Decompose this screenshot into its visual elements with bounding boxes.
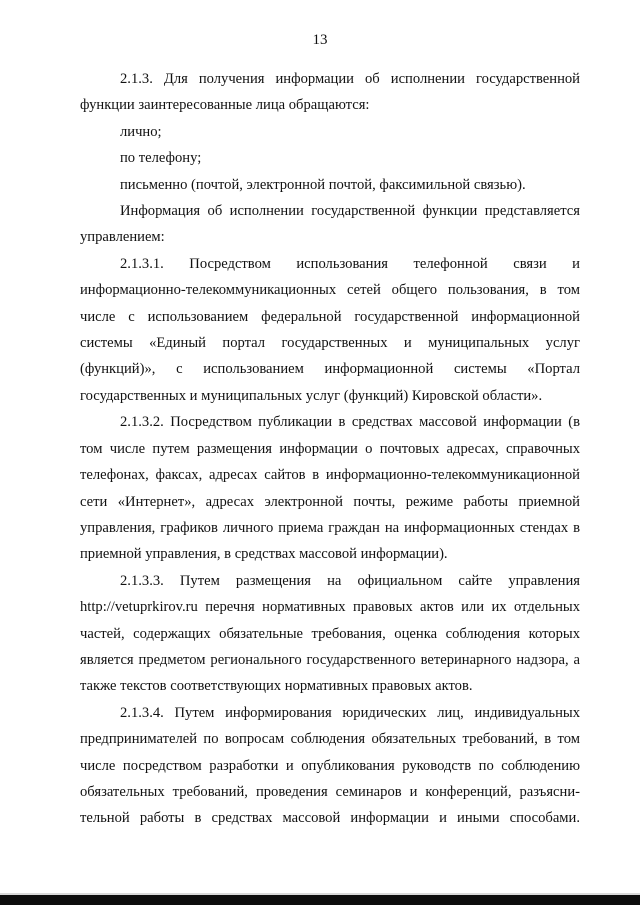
paragraph-2-1-3-1: 2.1.3.1. Посредством использования телефонной связи и информационно-телекоммуникационных сетей общего пользования, в том числе с использованием федеральной государственной информационной системы «Единый портал государственных и муниципальных услуг (функций)», с использованием информационной системы «Портал государственных и муниципальных услуг (функций) Кировской области».: [80, 255, 580, 404]
page-number: 13: [312, 32, 328, 48]
document-text: [80, 66, 580, 832]
paragraph-information-provided: Информация об исполнении государственной функции представляется управлением:: [80, 203, 580, 246]
paragraph-2-1-3-3: 2.1.3.3. Путем размещения на официальном сайте управления http://vetuprkirov.ru перечня нормативных правовых актов или их отдельных частей, содержащих обязательные требования, оценка соблюдения которых является предметом регионального государственного ветеринарного надзора, а также текстов соответствующих нормативных правовых актов.: [80, 572, 580, 695]
paragraph-by-phone: по телефону;: [120, 150, 202, 167]
paragraph-in-writing: письменно (почтой, электронной почтой, факсимильной связью).: [120, 176, 526, 193]
scan-bottom-border: [0, 895, 640, 905]
paragraph-in-person: лично;: [120, 123, 162, 140]
paragraph-2-1-3: 2.1.3. Для получения информации об исполнении государственной функции заинтересованные лица обращаются:: [80, 71, 580, 114]
paragraph-2-1-3-4: 2.1.3.4. Путем информирования юридических лиц, индивидуальных предпринимателей по вопросам соблюдения обязательных требований, в том числе посредством разработки и опубликования руководств по соблюдению обязательных требований, проведения семинаров и конференций, разъясни-тельной работы в средствах массовой информации и иными способами.: [80, 704, 580, 827]
paragraph-2-1-3-2: 2.1.3.2. Посредством публикации в средствах массовой информации (в том числе путем размещения информации о почтовых адресах, справочных телефонах, факсах, адресах сайтов в информационно-телекоммуникационной сети «Интернет», адресах электронной почты, режиме работы приемной управления, графиков личного приема граждан на информационных стендах в приемной управления, в средствах массовой информации).: [80, 414, 580, 563]
